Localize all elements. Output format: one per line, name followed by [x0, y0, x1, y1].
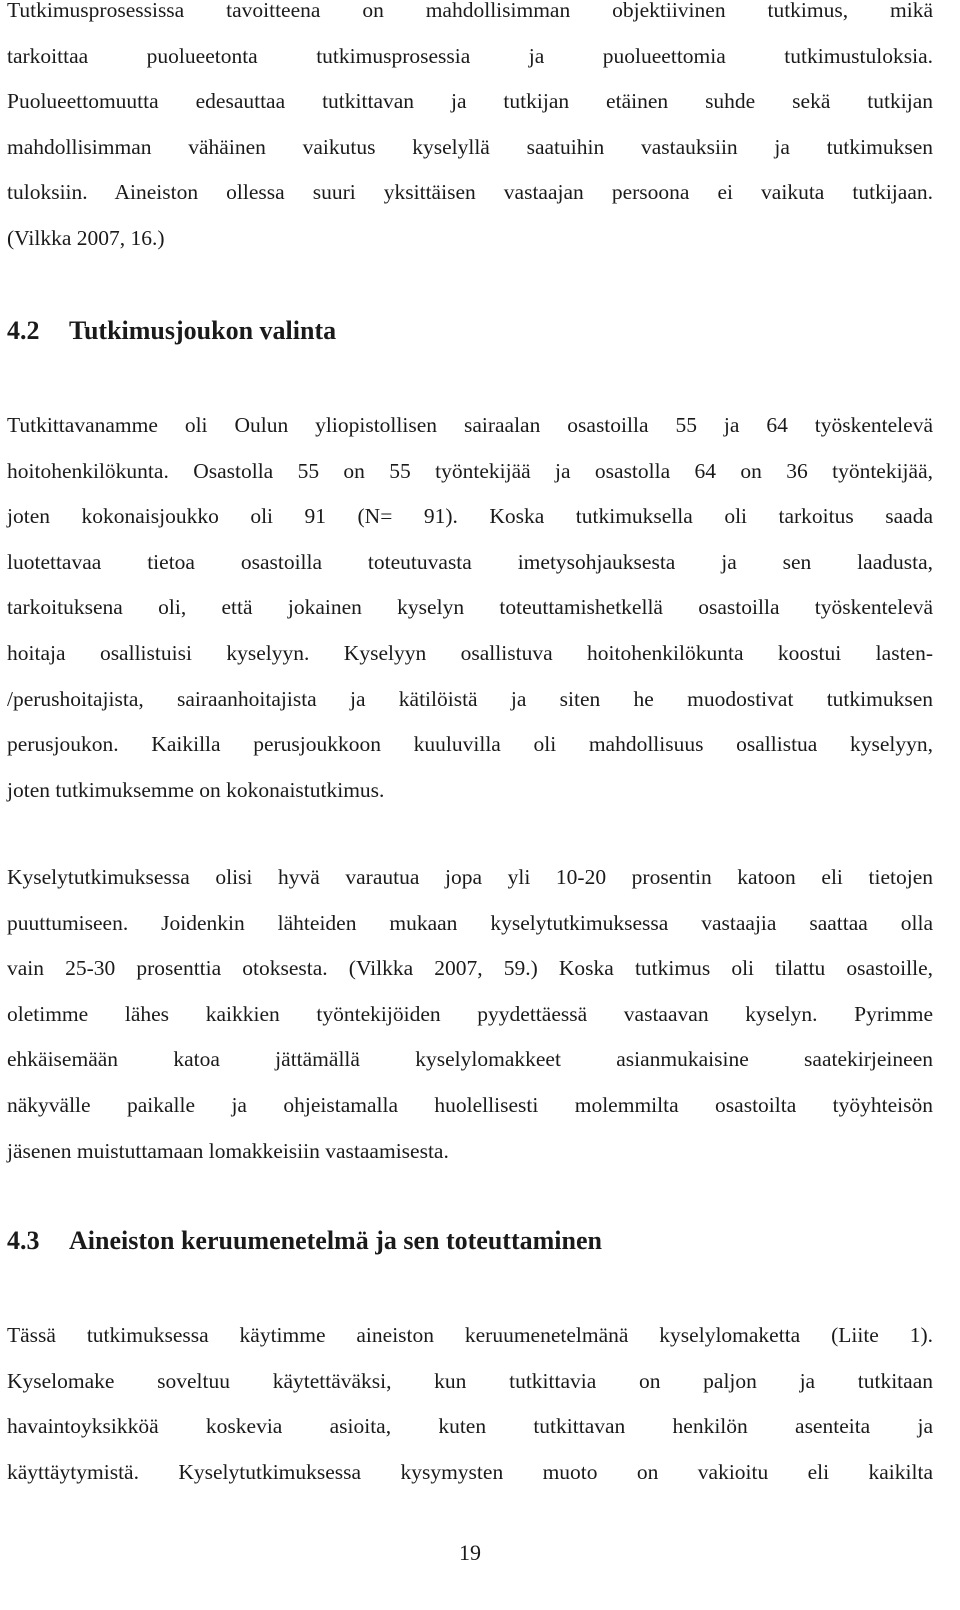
section-4-3-paragraph-1: [7, 1313, 933, 1495]
text-line: mahdollisimman vähäinen vaikutus kyselyllä saatuihin vastauksiin ja tutkimuksen: [7, 134, 933, 159]
text-line: näkyvälle paikalle ja ohjeistamalla huolellisesti molemmilta osastoilta työyhteisön: [7, 1092, 933, 1117]
text-line: Tässä tutkimuksessa käytimme aineiston keruumenetelmänä kyselylomaketta (Liite 1).: [7, 1323, 933, 1347]
text-line: luotettavaa tietoa osastoilla toteutuvasta imetysohjauksesta ja sen laadusta,: [7, 549, 933, 574]
text-line: joten kokonaisjoukko oli 91 (N= 91). Koska tutkimuksella oli tarkoitus saada: [7, 504, 933, 529]
text-line: vain 25-30 prosenttia otoksesta. (Vilkka 2007, 59.) Koska tutkimus oli tilattu osastoille,: [7, 956, 933, 981]
text-line: hoitohenkilökunta. Osastolla 55 on 55 työntekijää ja osastolla 64 on 36 työntekijää,: [7, 458, 933, 483]
text-line: käyttäytymistä. Kyselytutkimuksessa kysymysten muoto on vakioitu eli kaikilta: [7, 1459, 933, 1484]
text-line: tuloksiin. Aineiston ollessa suuri yksittäisen vastaajan persoona ei vaikuta tutkijaan.: [7, 180, 933, 205]
text-line: hoitaja osallistuisi kyselyyn. Kyselyyn osallistuva hoitohenkilökunta koostui lasten-: [7, 640, 933, 665]
text-line: Kyselomake soveltuu käytettäväksi, kun tutkittavia on paljon ja tutkitaan: [7, 1368, 933, 1393]
section-number: 4.2: [7, 316, 40, 345]
text-line: oletimme lähes kaikkien työntekijöiden pyydettäessä vastaavan kyselyn. Pyrimme: [7, 1001, 933, 1026]
text-line: tarkoittaa puolueetonta tutkimusprosessia ja puolueettomia tutkimustuloksia.: [7, 43, 933, 68]
page-number: 19: [459, 1540, 481, 1565]
section-heading-4-2: [7, 314, 336, 348]
text-line: Kyselytutkimuksessa olisi hyvä varautua jopa yli 10-20 prosentin katoon eli tietojen: [7, 865, 933, 889]
section-title: Tutkimusjoukon valinta: [69, 316, 337, 345]
intro-paragraph: [7, 0, 933, 262]
text-line: /perushoitajista, sairaanhoitajista ja kätilöistä ja siten he muodostivat tutkimuksen: [7, 686, 933, 711]
text-line: jäsenen muistuttamaan lomakkeisiin vastaamisesta.: [7, 1138, 449, 1163]
text-line: perusjoukon. Kaikilla perusjoukkoon kuuluvilla oli mahdollisuus osallistua kyselyyn,: [7, 732, 933, 757]
text-line: puuttumiseen. Joidenkin lähteiden mukaan kyselytutkimuksessa vastaajia saattaa olla: [7, 910, 933, 935]
section-number: 4.3: [7, 1226, 40, 1255]
text-line: (Vilkka 2007, 16.): [7, 225, 165, 250]
text-line: Puolueettomuutta edesauttaa tutkittavan ja tutkijan etäinen suhde sekä tutkijan: [7, 89, 933, 114]
section-title: Aineiston keruumenetelmä ja sen toteuttaminen: [69, 1226, 602, 1255]
section-4-2-paragraph-1: [7, 403, 933, 813]
section-heading-4-3: [7, 1224, 602, 1258]
text-line: ehkäisemään katoa jättämällä kyselylomakkeet asianmukaisine saatekirjeineen: [7, 1047, 933, 1072]
text-line: tarkoituksena oli, että jokainen kyselyn toteuttamishetkellä osastoilla työskentelevä: [7, 595, 933, 620]
text-line: joten tutkimuksemme on kokonaistutkimus.: [7, 777, 385, 802]
text-line: Tutkittavanamme oli Oulun yliopistollisen sairaalan osastoilla 55 ja 64 työskentelevä: [7, 413, 933, 437]
text-line: Tutkimusprosessissa tavoitteena on mahdollisimman objektiivinen tutkimus, mikä: [7, 0, 933, 22]
text-line: havaintoyksikköä koskevia asioita, kuten tutkittavan henkilön asenteita ja: [7, 1414, 933, 1439]
section-4-2-paragraph-2: [7, 855, 933, 1174]
